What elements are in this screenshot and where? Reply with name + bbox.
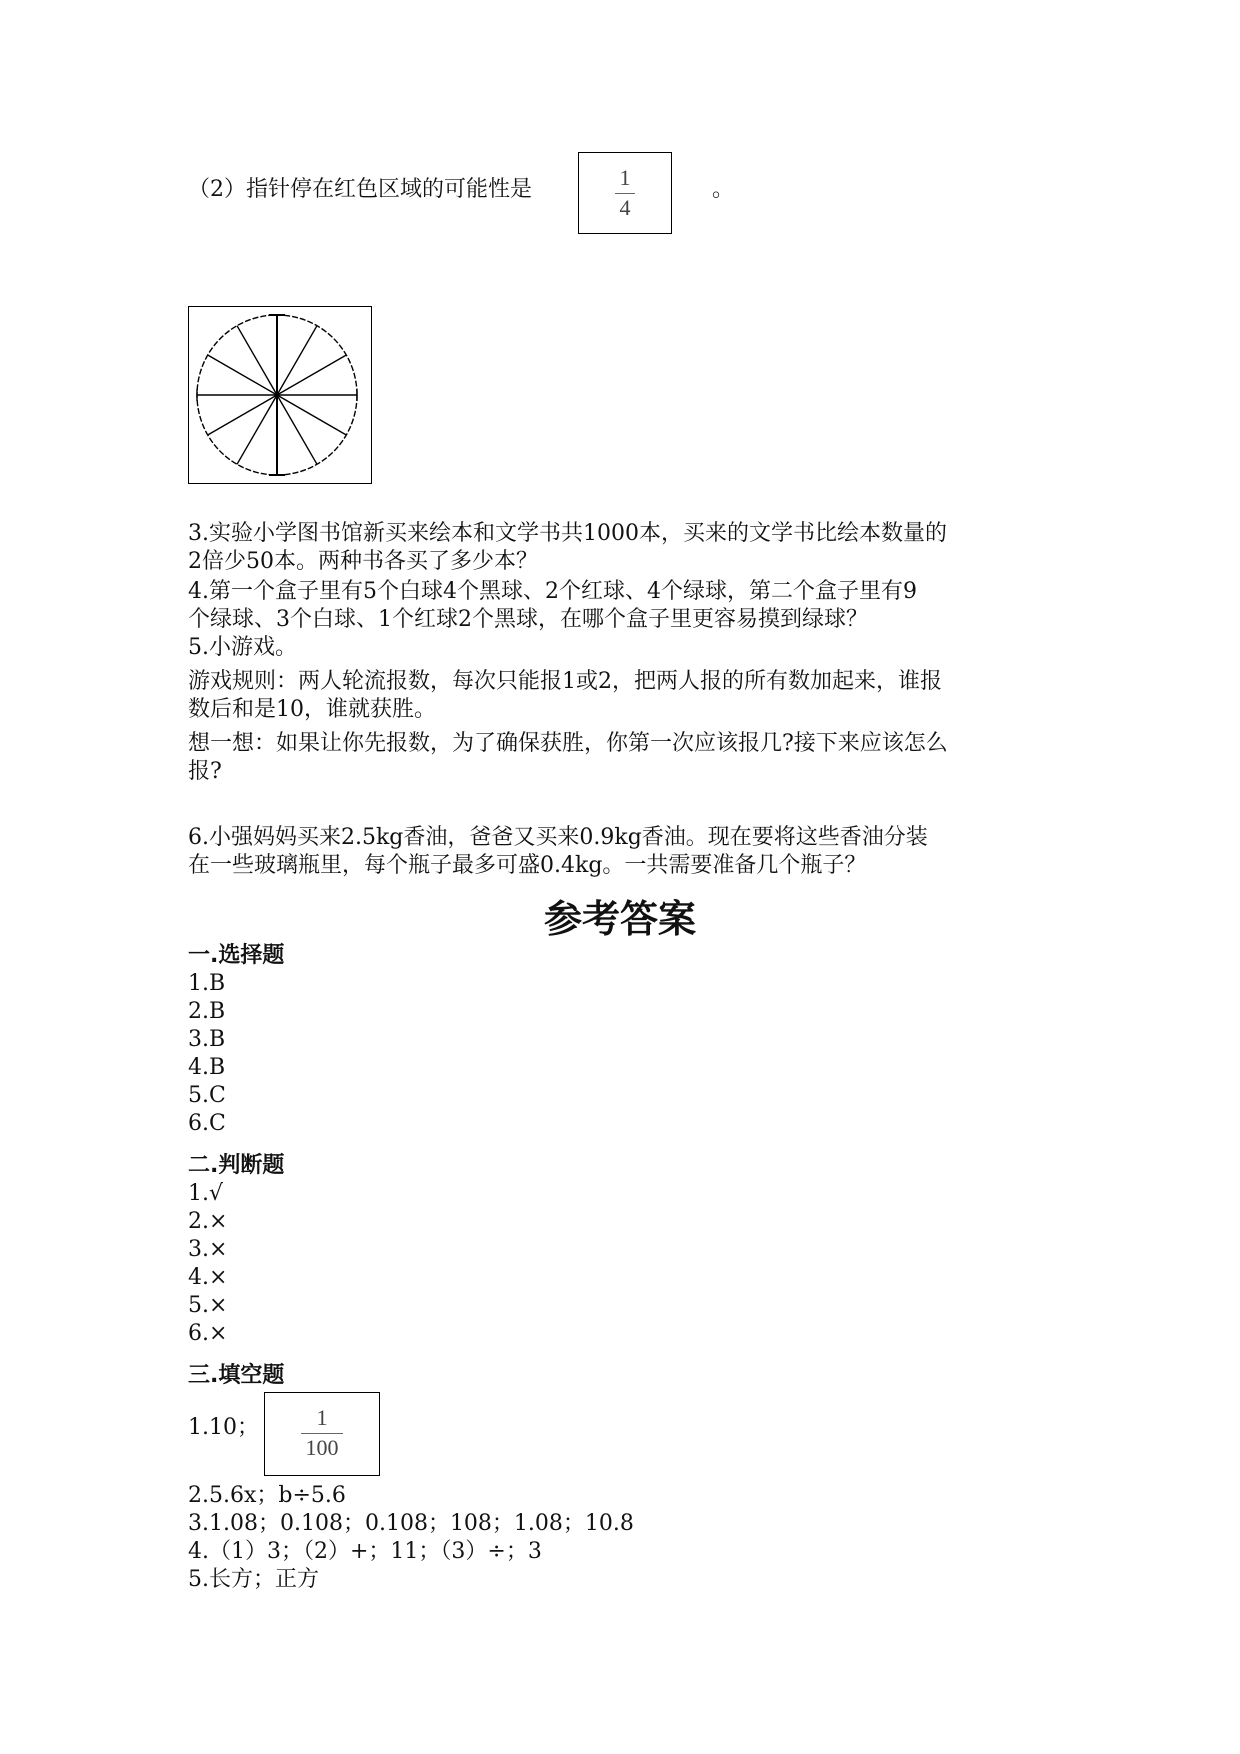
choice-answer-5: 5.C xyxy=(188,1083,226,1108)
section-heading-choice: 一.选择题 xyxy=(188,943,285,968)
fill-answer-3: 3.1.08；0.108；0.108；108；1.08；10.8 xyxy=(188,1511,634,1536)
choice-answer-2: 2.B xyxy=(188,999,226,1024)
question-2-text: （2）指针停在红色区域的可能性是 xyxy=(188,177,532,202)
section-heading-fill-blank: 三.填空题 xyxy=(188,1363,285,1388)
question-6-line-1: 6.小强妈妈买来2.5kg香油，爸爸又买来0.9kg香油。现在要将这些香油分装 xyxy=(188,825,928,850)
think-line-1: 想一想：如果让你先报数，为了确保获胜，你第一次应该报几?接下来应该怎么 xyxy=(188,731,948,756)
question-3-line-2: 2倍少50本。两种书各买了多少本？ xyxy=(188,549,538,574)
judgement-answer-6: 6.× xyxy=(188,1321,228,1346)
fill-answer-2: 2.5.6x；b÷5.6 xyxy=(188,1483,346,1508)
section-heading-judgement: 二.判断题 xyxy=(188,1153,285,1178)
question-4-line-2: 个绿球、3个白球、1个红球2个黑球，在哪个盒子里更容易摸到绿球？ xyxy=(188,607,868,632)
question-2-period: 。 xyxy=(712,177,735,202)
judgement-answer-4: 4.× xyxy=(188,1265,228,1290)
game-rules-line-1: 游戏规则：两人轮流报数，每次只能报1或2，把两人报的所有数加起来，谁报 xyxy=(188,669,942,694)
fill-answer-1-prefix: 1.10； xyxy=(188,1415,259,1440)
fraction-denominator: 4 xyxy=(619,195,631,220)
fraction-bar xyxy=(615,193,635,194)
judgement-answer-5: 5.× xyxy=(188,1293,228,1318)
game-rules-line-2: 数后和是10，谁就获胜。 xyxy=(188,697,436,722)
question-4-line-1: 4.第一个盒子里有5个白球4个黑球、2个红球、4个绿球，第二个盒子里有9 xyxy=(188,579,917,604)
fraction-numerator: 1 xyxy=(619,165,631,190)
question-3-line-1: 3.实验小学图书馆新买来绘本和文学书共1000本，买来的文学书比绘本数量的 xyxy=(188,521,947,546)
judgement-answer-3: 3.× xyxy=(188,1237,228,1262)
fill-answer-4: 4.（1）3；（2）+；11；（3）÷；3 xyxy=(188,1539,542,1564)
judgement-answer-1: 1.√ xyxy=(188,1181,224,1206)
judgement-answer-2: 2.× xyxy=(188,1209,228,1234)
choice-answer-3: 3.B xyxy=(188,1027,226,1052)
spinner-diagram xyxy=(189,307,371,483)
think-line-2: 报? xyxy=(188,759,222,784)
spinner-figure xyxy=(188,306,372,484)
answer-title: 参考答案 xyxy=(543,897,696,941)
fill-answer-5: 5.长方；正方 xyxy=(188,1567,319,1592)
choice-answer-6: 6.C xyxy=(188,1111,226,1136)
fill-fraction-bar xyxy=(301,1433,343,1434)
fill-fraction-numerator: 1 xyxy=(316,1405,328,1430)
fill-fraction-box xyxy=(264,1392,380,1476)
choice-answer-1: 1.B xyxy=(188,971,226,996)
fill-fraction-denominator: 100 xyxy=(305,1435,339,1460)
question-5-title: 5.小游戏。 xyxy=(188,635,297,660)
question-6-line-2: 在一些玻璃瓶里，每个瓶子最多可盛0.4kg。一共需要准备几个瓶子？ xyxy=(188,853,867,878)
choice-answer-4: 4.B xyxy=(188,1055,226,1080)
fraction-answer-box xyxy=(578,152,672,234)
